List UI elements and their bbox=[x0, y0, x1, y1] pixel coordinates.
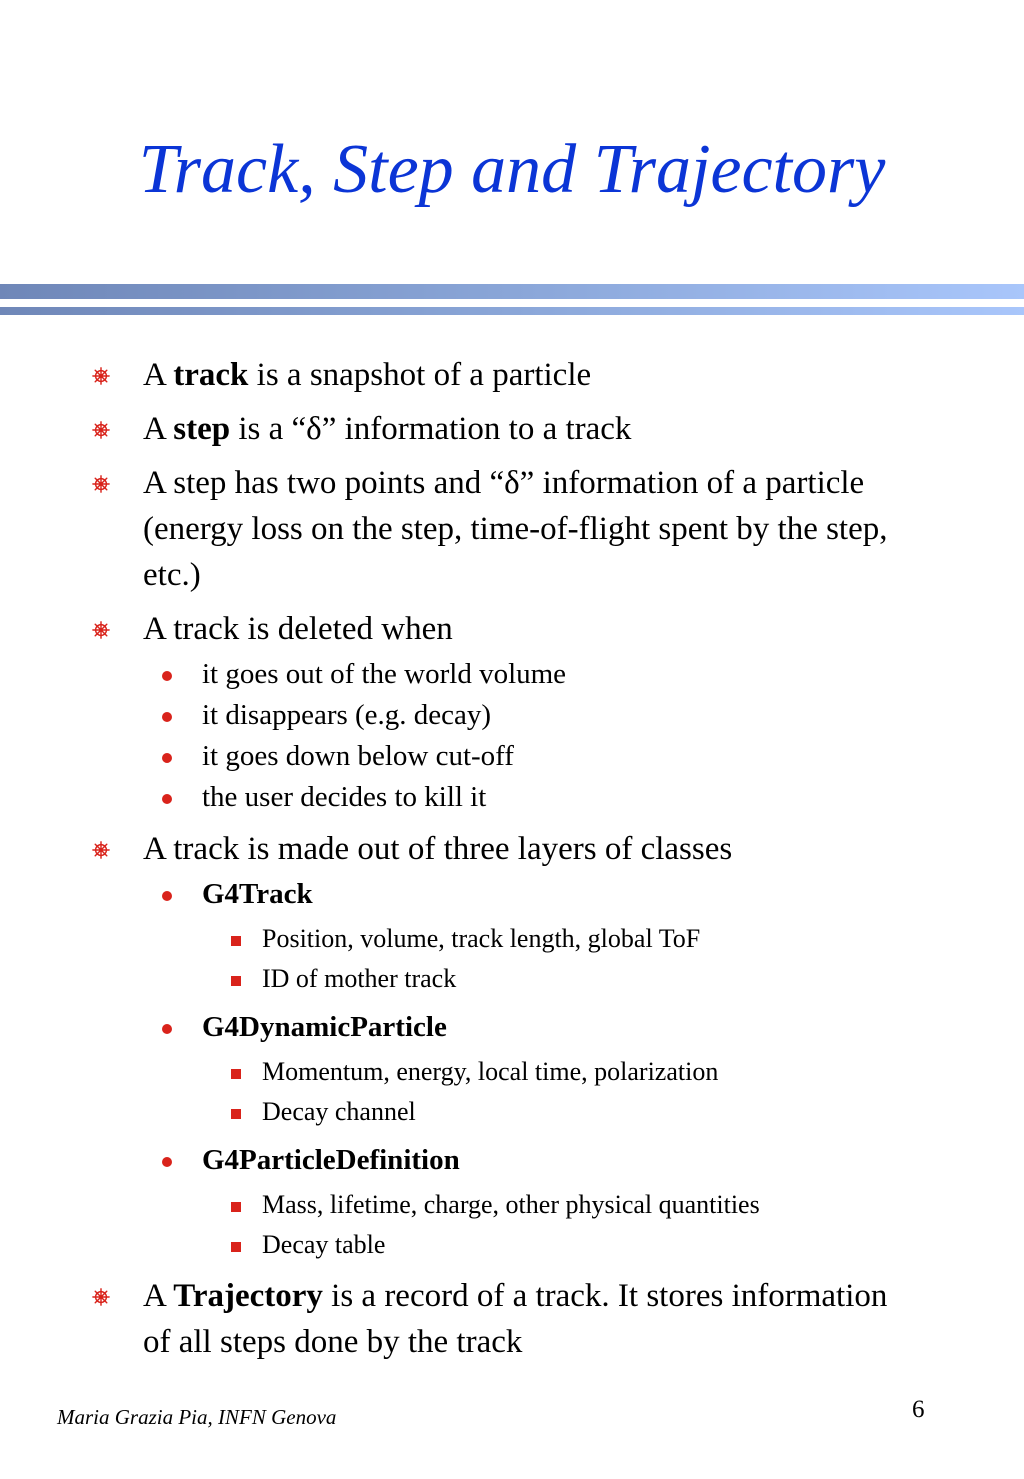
bullet-text-pre: A bbox=[143, 1278, 174, 1314]
wheel-bullet-icon bbox=[92, 367, 110, 385]
class-item bbox=[0, 919, 1024, 959]
wheel-bullet-icon bbox=[92, 841, 110, 859]
square-bullet-icon bbox=[231, 1109, 241, 1119]
bullet-text: A track is deleted when bbox=[143, 611, 453, 647]
bullet-text-bold: step bbox=[173, 411, 231, 447]
bullet-text-post: is a snapshot of a particle bbox=[248, 357, 592, 393]
round-dot-icon bbox=[162, 753, 172, 763]
bullet-text-pre: A bbox=[143, 357, 174, 393]
round-dot-icon bbox=[162, 1157, 172, 1167]
class-item-text: Decay channel bbox=[262, 1097, 416, 1126]
class-item bbox=[0, 1092, 1024, 1132]
class-g4particledefinition bbox=[0, 1140, 1024, 1181]
round-dot-icon bbox=[162, 1024, 172, 1034]
class-name: G4DynamicParticle bbox=[202, 1011, 447, 1043]
bullet-text-post: is a record of a track. It stores information of all steps done by the track bbox=[143, 1278, 888, 1360]
bullet-text-post: is a “δ” information to a track bbox=[230, 411, 632, 447]
class-item bbox=[0, 1052, 1024, 1092]
bullet-text-pre: A bbox=[143, 411, 174, 447]
sub-bullet-text: it disappears (e.g. decay) bbox=[202, 699, 492, 731]
wheel-bullet-icon bbox=[92, 475, 110, 493]
bullet-trajectory-definition bbox=[0, 1273, 1024, 1365]
slide-title: Track, Step and Trajectory bbox=[138, 131, 886, 208]
round-dot-icon bbox=[162, 794, 172, 804]
sub-bullet bbox=[0, 654, 1024, 695]
slide-body bbox=[0, 352, 1024, 1373]
class-name: G4ParticleDefinition bbox=[202, 1144, 460, 1176]
class-item-text: Position, volume, track length, global ToF bbox=[262, 924, 701, 953]
bullet-text-bold: track bbox=[173, 357, 249, 393]
class-g4track bbox=[0, 874, 1024, 915]
class-item-text: ID of mother track bbox=[262, 964, 457, 993]
sub-bullet-text: it goes out of the world volume bbox=[202, 658, 567, 690]
bullet-track-deleted bbox=[0, 606, 1024, 652]
square-bullet-icon bbox=[231, 976, 241, 986]
footer-author: Maria Grazia Pia, INFN Genova bbox=[57, 1405, 337, 1429]
sub-bullet-text: the user decides to kill it bbox=[202, 781, 487, 813]
bullet-text: A step has two points and “δ” information of a particle (energy loss on the step, time-of-flight spent by the step, etc.) bbox=[143, 465, 888, 593]
round-dot-icon bbox=[162, 891, 172, 901]
class-item bbox=[0, 1225, 1024, 1265]
class-name: G4Track bbox=[202, 878, 313, 910]
class-item-text: Momentum, energy, local time, polarization bbox=[262, 1057, 719, 1086]
square-bullet-icon bbox=[231, 1202, 241, 1212]
class-g4dynamicparticle bbox=[0, 1007, 1024, 1048]
class-item bbox=[0, 1185, 1024, 1225]
class-item bbox=[0, 959, 1024, 999]
sub-bullet bbox=[0, 736, 1024, 777]
wheel-bullet-icon bbox=[92, 1288, 110, 1306]
bullet-text: A track is made out of three layers of classes bbox=[143, 831, 733, 867]
class-item-text: Decay table bbox=[262, 1230, 386, 1259]
class-item-text: Mass, lifetime, charge, other physical quantities bbox=[262, 1190, 760, 1219]
bullet-track-layers bbox=[0, 826, 1024, 872]
page-number: 6 bbox=[912, 1396, 925, 1423]
header-divider-thin bbox=[0, 307, 1024, 315]
sub-bullet bbox=[0, 695, 1024, 736]
header-divider-thick bbox=[0, 284, 1024, 299]
square-bullet-icon bbox=[231, 1069, 241, 1079]
square-bullet-icon bbox=[231, 1242, 241, 1252]
round-dot-icon bbox=[162, 671, 172, 681]
bullet-track-definition bbox=[0, 352, 1024, 398]
bullet-step-points bbox=[0, 460, 1024, 598]
square-bullet-icon bbox=[231, 936, 241, 946]
wheel-bullet-icon bbox=[92, 421, 110, 439]
sub-bullet bbox=[0, 777, 1024, 818]
bullet-text-bold: Trajectory bbox=[173, 1278, 323, 1314]
round-dot-icon bbox=[162, 712, 172, 722]
wheel-bullet-icon bbox=[92, 621, 110, 639]
bullet-step-definition bbox=[0, 406, 1024, 452]
sub-bullet-text: it goes down below cut-off bbox=[202, 740, 514, 772]
